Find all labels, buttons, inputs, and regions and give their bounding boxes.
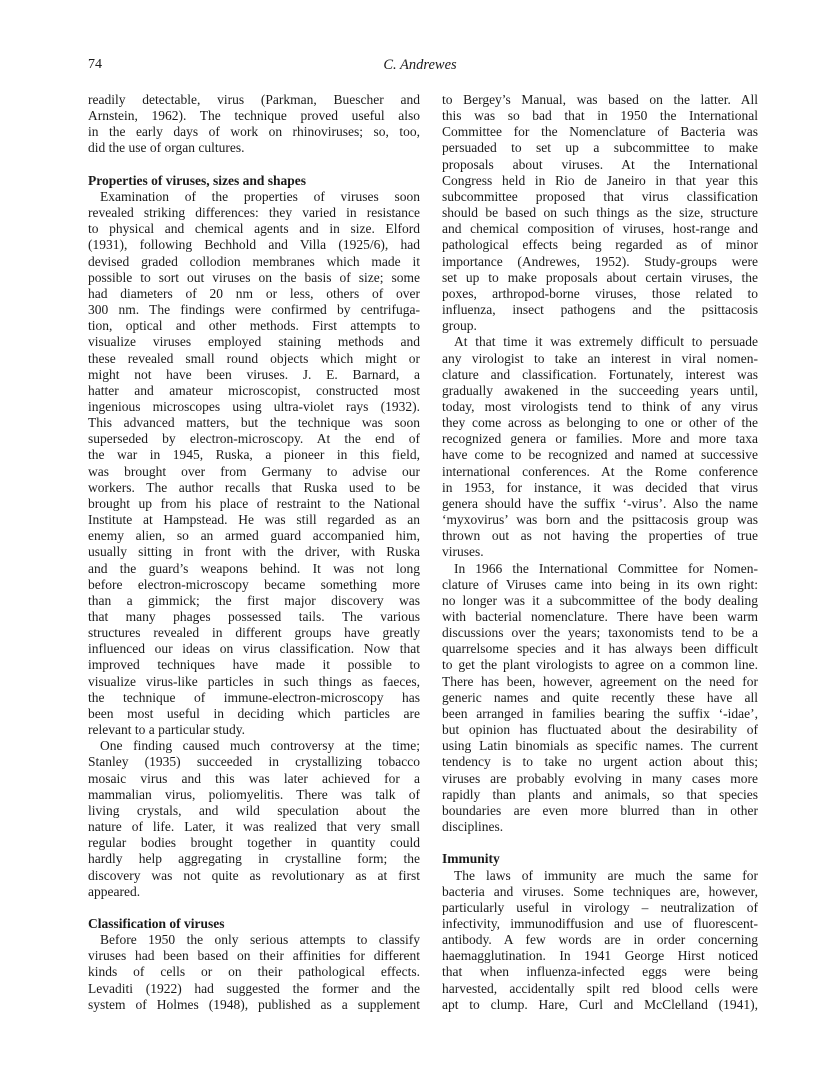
paragraph-spacer	[88, 900, 420, 916]
text-line: generic names and quite recently these have all	[442, 689, 758, 705]
text-line: At that time it was extremely difficult to persuade	[454, 334, 758, 350]
text-line: antibody. A few words are in order concerning	[442, 932, 758, 948]
text-line: nature of life. Later, it was realized that very small	[88, 819, 420, 835]
paragraph	[442, 561, 758, 836]
text-line: brought up from his place of restraint to the National	[88, 495, 420, 511]
text-line: harvested, accidentally spilt red blood cells were	[442, 980, 758, 996]
text-line: in the early days of work on rhinoviruses; so, too,	[88, 124, 420, 140]
text-line: international conferences. At the Rome conference	[442, 463, 758, 479]
text-line: 300 nm. The findings were confirmed by centrifuga-	[88, 302, 420, 318]
text-line: relevant to a particular study.	[88, 722, 245, 738]
text-line: thrown out as not having the properties of true	[442, 528, 758, 544]
text-line: readily detectable, virus (Parkman, Buescher and	[88, 92, 420, 107]
text-line: Congress held in Rio de Janeiro in that year this	[442, 172, 758, 188]
text-line: had diameters of 20 nm or less, others of over	[88, 285, 420, 301]
section-heading: Immunity	[442, 851, 500, 867]
text-line: viruses had been based on their affinities for different	[88, 948, 420, 964]
text-line: clature and classification. Fortunately, interest was	[442, 366, 758, 382]
text-line: influenza, insect pathogens and the psittacosis	[442, 302, 758, 318]
text-line: did the use of organ cultures.	[88, 140, 245, 156]
text-line: This advanced matters, but the technique was soon	[88, 415, 420, 431]
text-line: enemy alien, so an armed guard accompanied him,	[88, 528, 420, 544]
text-line: that when influenza-infected eggs were being	[442, 964, 758, 980]
text-line: set up to make proposals about certain viruses, the	[442, 269, 758, 285]
right-column	[442, 92, 758, 1013]
text-line: ‘myxovirus’ was born and the psittacosis group was	[442, 512, 758, 528]
text-line: hatter and amateur microscopist, constructed most	[88, 382, 420, 398]
text-line: kinds of cells or on their pathological effects.	[88, 964, 420, 980]
text-line: disciplines.	[442, 819, 504, 835]
text-line: recognized genera or families. More and more taxa	[442, 431, 758, 447]
text-line: with bacterial nomenclature. There have been warm	[442, 609, 758, 624]
text-line: the technique of immune-electron-microscopy has	[88, 689, 420, 705]
text-line: been arranged in families bearing the suffix ‘-idae’,	[442, 705, 758, 721]
text-line: bacteria and viruses. Some techniques are, however,	[442, 883, 758, 899]
text-line: usually sitting in front with the driver, with Ruska	[88, 544, 420, 560]
text-line: this was so bad that in 1950 the International	[442, 108, 758, 124]
text-line: discovery was not quite as revolutionary as at first	[88, 867, 420, 883]
text-line: gradually awakened in the succeeding years until,	[442, 382, 758, 398]
text-line: genera should have the suffix ‘-virus’. Also the name	[442, 495, 758, 511]
text-line: discussions over the years; taxonomists tend to be a	[442, 625, 758, 641]
text-line: tendency is to take no urgent action about this;	[442, 754, 758, 770]
text-line: mammalian virus, poliomyelitis. There was talk of	[88, 786, 420, 802]
text-line: they come across as belonging to one or other of the	[442, 415, 758, 431]
text-line: (1931), following Bechhold and Villa (1925/6), had	[88, 237, 420, 253]
running-head-author: C. Andrewes	[383, 57, 457, 73]
text-line: Institute at Hampstead. He was still regarded as an	[88, 512, 420, 528]
text-line: There has been, however, agreement on the need for	[442, 673, 758, 689]
text-line: before electron-microscopy became something more	[88, 576, 420, 592]
paragraph	[442, 868, 758, 1013]
paragraph	[88, 932, 420, 1013]
text-line: The laws of immunity are much the same for	[454, 867, 758, 883]
paragraph-spacer	[88, 157, 420, 173]
paragraph	[442, 92, 758, 334]
text-line: haemagglutination. In 1941 George Hirst noticed	[442, 948, 758, 964]
text-line: been most useful in deciding which particles are	[88, 705, 420, 721]
paragraph	[88, 92, 420, 157]
text-line: Arnstein, 1962). The technique proved useful also	[88, 108, 420, 124]
text-line: poxes, arthropod-borne viruses, those related to	[442, 285, 758, 301]
text-line: no longer was it a subcommittee of the body dealing	[442, 592, 758, 608]
text-line: viruses.	[442, 544, 484, 560]
text-line: apt to clump. Hare, Curl and McClelland (1941),	[442, 996, 758, 1012]
text-line: was brought over from Germany to advise our	[88, 463, 420, 479]
text-line: revealed striking differences: they varied in resistance	[88, 205, 420, 221]
text-line: proposals about viruses. At the International	[442, 156, 758, 172]
text-line: system of Holmes (1948), published as a supplement	[88, 996, 420, 1012]
text-line: possible to sort out viruses on the basis of size; some	[88, 269, 420, 285]
text-line: Committee for the Nomenclature of Bacteria was	[442, 124, 758, 140]
text-line: particularly useful in virology – neutralization of	[442, 899, 758, 915]
text-line: One finding caused much controversy at the time;	[100, 738, 420, 754]
left-column	[88, 92, 420, 1013]
text-line: regular bodies brought together in quantity could	[88, 835, 420, 851]
section-heading: Properties of viruses, sizes and shapes	[88, 172, 306, 188]
text-line: but opinion has fluctuated about the desirability of	[442, 722, 758, 738]
paragraph	[88, 189, 420, 738]
text-line: Levaditi (1922) had suggested the former and the	[88, 980, 420, 996]
text-line: to get the plant virologists to agree on a common line.	[442, 657, 758, 673]
text-line: today, most virologists tend to think of any virus	[442, 398, 758, 414]
text-line: rapidly than plants and animals, so that species	[442, 786, 758, 802]
paragraph	[88, 738, 420, 900]
section-heading: Classification of viruses	[88, 915, 225, 931]
text-line: Examination of the properties of viruses soon	[100, 188, 420, 204]
text-line: infectivity, immunodiffusion and use of fluorescent-	[442, 915, 758, 931]
text-line: visualize virus-like particles in such things as faeces,	[88, 673, 420, 689]
text-line: have come to be recognized and named at successive	[442, 447, 758, 463]
text-line: pathological effects being regarded as of minor	[442, 237, 758, 253]
text-line: and the guard’s weapons behind. It was not long	[88, 560, 420, 576]
text-line: appeared.	[88, 883, 141, 899]
text-line: mosaic virus and this was later achieved for a	[88, 770, 420, 786]
page-number: 74	[88, 57, 102, 72]
text-line: and chemical composition of viruses, host-range and	[442, 221, 758, 237]
text-line: than a gimmick; the first major discovery was	[88, 592, 420, 608]
text-line: that many phages possessed tails. The various	[88, 609, 420, 624]
text-line: subcommittee proposed that virus classification	[442, 188, 758, 204]
text-line: devised graded collodion membranes which made it	[88, 253, 420, 269]
text-line: these revealed small round objects which might or	[88, 350, 420, 366]
text-line: Before 1950 the only serious attempts to classify	[100, 932, 420, 948]
text-line: boundaries are even more blurred than in other	[442, 802, 758, 818]
text-line: visualize viruses employed staining methods and	[88, 334, 420, 350]
text-line: in 1953, for instance, it was decided that virus	[442, 479, 758, 495]
text-line: structures revealed in different groups have greatly	[88, 625, 420, 641]
text-line: In 1966 the International Committee for Nomen-	[454, 560, 758, 576]
text-line: tion, optical and other methods. First attempts to	[88, 318, 420, 334]
text-line: living crystals, and wild speculation about the	[88, 802, 420, 818]
text-line: superseded by electron-microscopy. At the end of	[88, 431, 420, 447]
text-line: persuaded to set up a subcommittee to make	[442, 140, 758, 156]
text-line: workers. The author recalls that Ruska used to be	[88, 479, 420, 495]
text-line: should be based on such things as the size, structure	[442, 205, 758, 221]
text-line: using Latin binomials as specific names. The current	[442, 738, 758, 754]
text-line: quarrelsome species and it has always been difficult	[442, 641, 758, 657]
text-line: the war in 1945, Ruska, a pioneer in this field,	[88, 447, 420, 463]
paragraph	[442, 334, 758, 560]
text-line: influenced our ideas on virus classification. Now that	[88, 641, 420, 657]
text-line: might not have been viruses. J. E. Barnard, a	[88, 366, 420, 382]
text-line: clature of Viruses came into being in its own right:	[442, 576, 758, 592]
text-line: to Bergey’s Manual, was based on the latter. All	[442, 92, 758, 107]
text-line: to physical and chemical agents and in size. Elford	[88, 221, 420, 237]
text-line: any virologist to take an interest in viral nomen-	[442, 350, 758, 366]
text-line: importance (Andrewes, 1952). Study-groups were	[442, 253, 758, 269]
paragraph-spacer	[442, 835, 758, 851]
text-line: improved techniques have made it possible to	[88, 657, 420, 673]
text-line: viruses are probably evolving in many cases more	[442, 770, 758, 786]
text-line: Stanley (1935) succeeded in crystallizing tobacco	[88, 754, 420, 770]
text-line: hardly help aggregating in crystalline form; the	[88, 851, 420, 867]
text-line: ingenious microscopes using ultra-violet rays (1932).	[88, 398, 420, 414]
text-line: group.	[442, 318, 477, 334]
